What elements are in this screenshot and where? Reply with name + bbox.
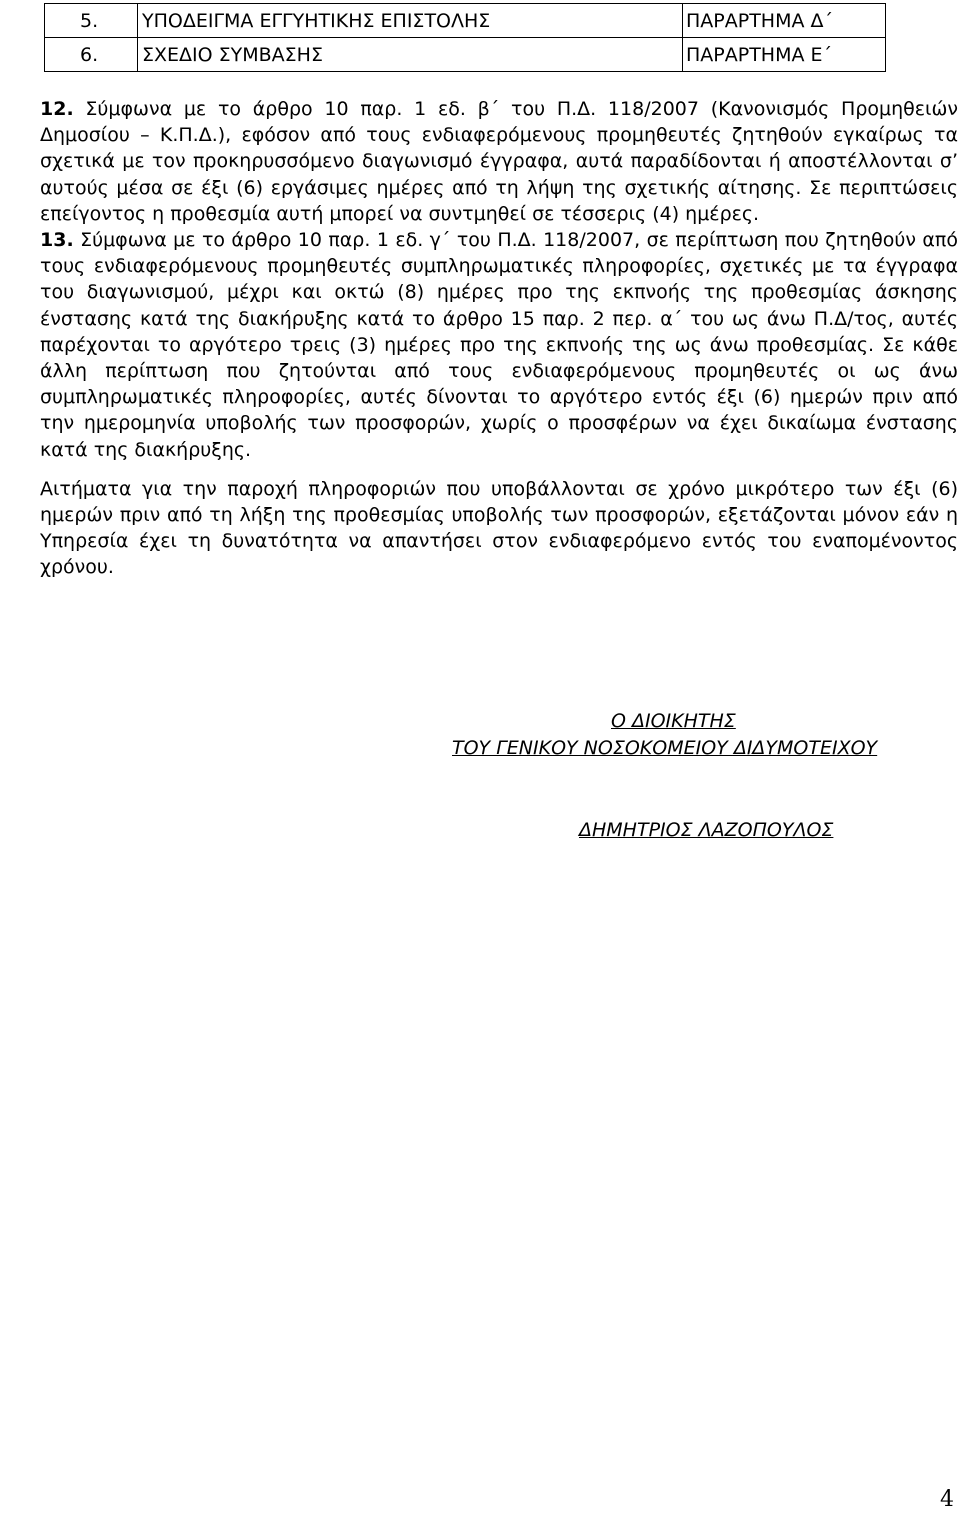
annex-table xyxy=(44,3,886,72)
paragraph-12-text: Σύμφωνα με το άρθρο 10 παρ. 1 εδ. β΄ του Π.Δ. 118/2007 (Κανονισμός Προμηθειών Δημοσίου – Κ.Π.Δ.), εφόσον από τους ενδιαφερόμενους προμηθευτές ζητηθούν εγκαίρως τα σχετικά με τον προκηρυσσόμενο διαγωνισμό έγγραφα, αυτά παραδίδονται ή αποστέλλονται σ’ αυτούς μέσα σε έξι (6) εργάσιμες ημέρες από τη λήψη της σχετικής αίτησης. Σε περιπτώσεις επείγοντος η προθεσμία αυτή μπορεί να συντμηθεί σε τέσσερις (4) ημέρες. xyxy=(40,98,958,225)
paragraph-13-number: 13. xyxy=(40,229,74,252)
annex-number: 5. xyxy=(45,4,138,38)
paragraph-13-text: Σύμφωνα με το άρθρο 10 παρ. 1 εδ. γ΄ του Π.Δ. 118/2007, σε περίπτωση που ζητηθούν από τους ενδιαφερόμενους προμηθευτές συμπληρωματικές πληροφορίες, σχετικές με τα έγγραφα του διαγωνισμού, μέχρι και οκτώ (8) ημέρες προ της εκπνοής της προθεσμίας άσκησης ένστασης κατά της διακήρυξης κατά το άρθρο 15 παρ. 2 περ. α΄ του ως άνω Π.Δ/τος, αυτές παρέχονται το αργότερο τρεις (3) ημέρες προ της εκπνοής της ως άνω προθεσμίας. Σε κάθε άλλη περίπτωση που ζητούνται από τους ενδιαφερόμενους προμηθευτές οι ως άνω συμπληρωματικές πληροφορίες, αυτές δίνονται το αργότερο εντός έξι (6) ημερών πριν από την ημερομηνία υποβολής των προσφορών, χωρίς ο προσφέρων να έχει δικαίωμα ένστασης κατά της διακήρυξης. xyxy=(40,229,958,461)
annex-reference: ΠΑΡΑΡΤΗΜΑ Ε΄ xyxy=(683,38,886,72)
annex-row xyxy=(45,38,886,72)
annex-reference: ΠΑΡΑΡΤΗΜΑ Δ΄ xyxy=(683,4,886,38)
annex-title: ΥΠΟΔΕΙΓΜΑ ΕΓΓΥΗΤΙΚΗΣ ΕΠΙΣΤΟΛΗΣ xyxy=(138,4,683,38)
paragraph-requests: Αιτήματα για την παροχή πληροφοριών που υποβάλλονται σε χρόνο μικρότερο των έξι (6) ημερών πριν από τη λήξη της προθεσμίας υποβολής των προσφορών, εξετάζονται μόνον εάν η Υπηρεσία έχει τη δυνατότητα να απαντήσει στον ενδιαφερόμενο εντός του εναπομένοντος χρόνου. xyxy=(40,477,958,579)
paragraph-12 xyxy=(40,96,958,227)
document-body xyxy=(40,96,958,581)
annex-number: 6. xyxy=(45,38,138,72)
signature-role: Ο ΔΙΟΙΚΗΤΗΣ xyxy=(611,710,736,732)
page-number: 4 xyxy=(940,1487,954,1512)
signature-name: ΔΗΜΗΤΡΙΟΣ ΛΑΖΟΠΟΥΛΟΣ xyxy=(579,819,834,841)
annex-title: ΣΧΕΔΙΟ ΣΥΜΒΑΣΗΣ xyxy=(138,38,683,72)
annex-row xyxy=(45,4,886,38)
paragraph-13 xyxy=(40,227,958,463)
signature-organization: ΤΟΥ ΓΕΝΙΚΟΥ ΝΟΣΟΚΟΜΕΙΟΥ ΔΙΔΥΜΟΤΕΙΧΟΥ xyxy=(452,737,878,759)
paragraph-12-number: 12. xyxy=(40,98,74,120)
